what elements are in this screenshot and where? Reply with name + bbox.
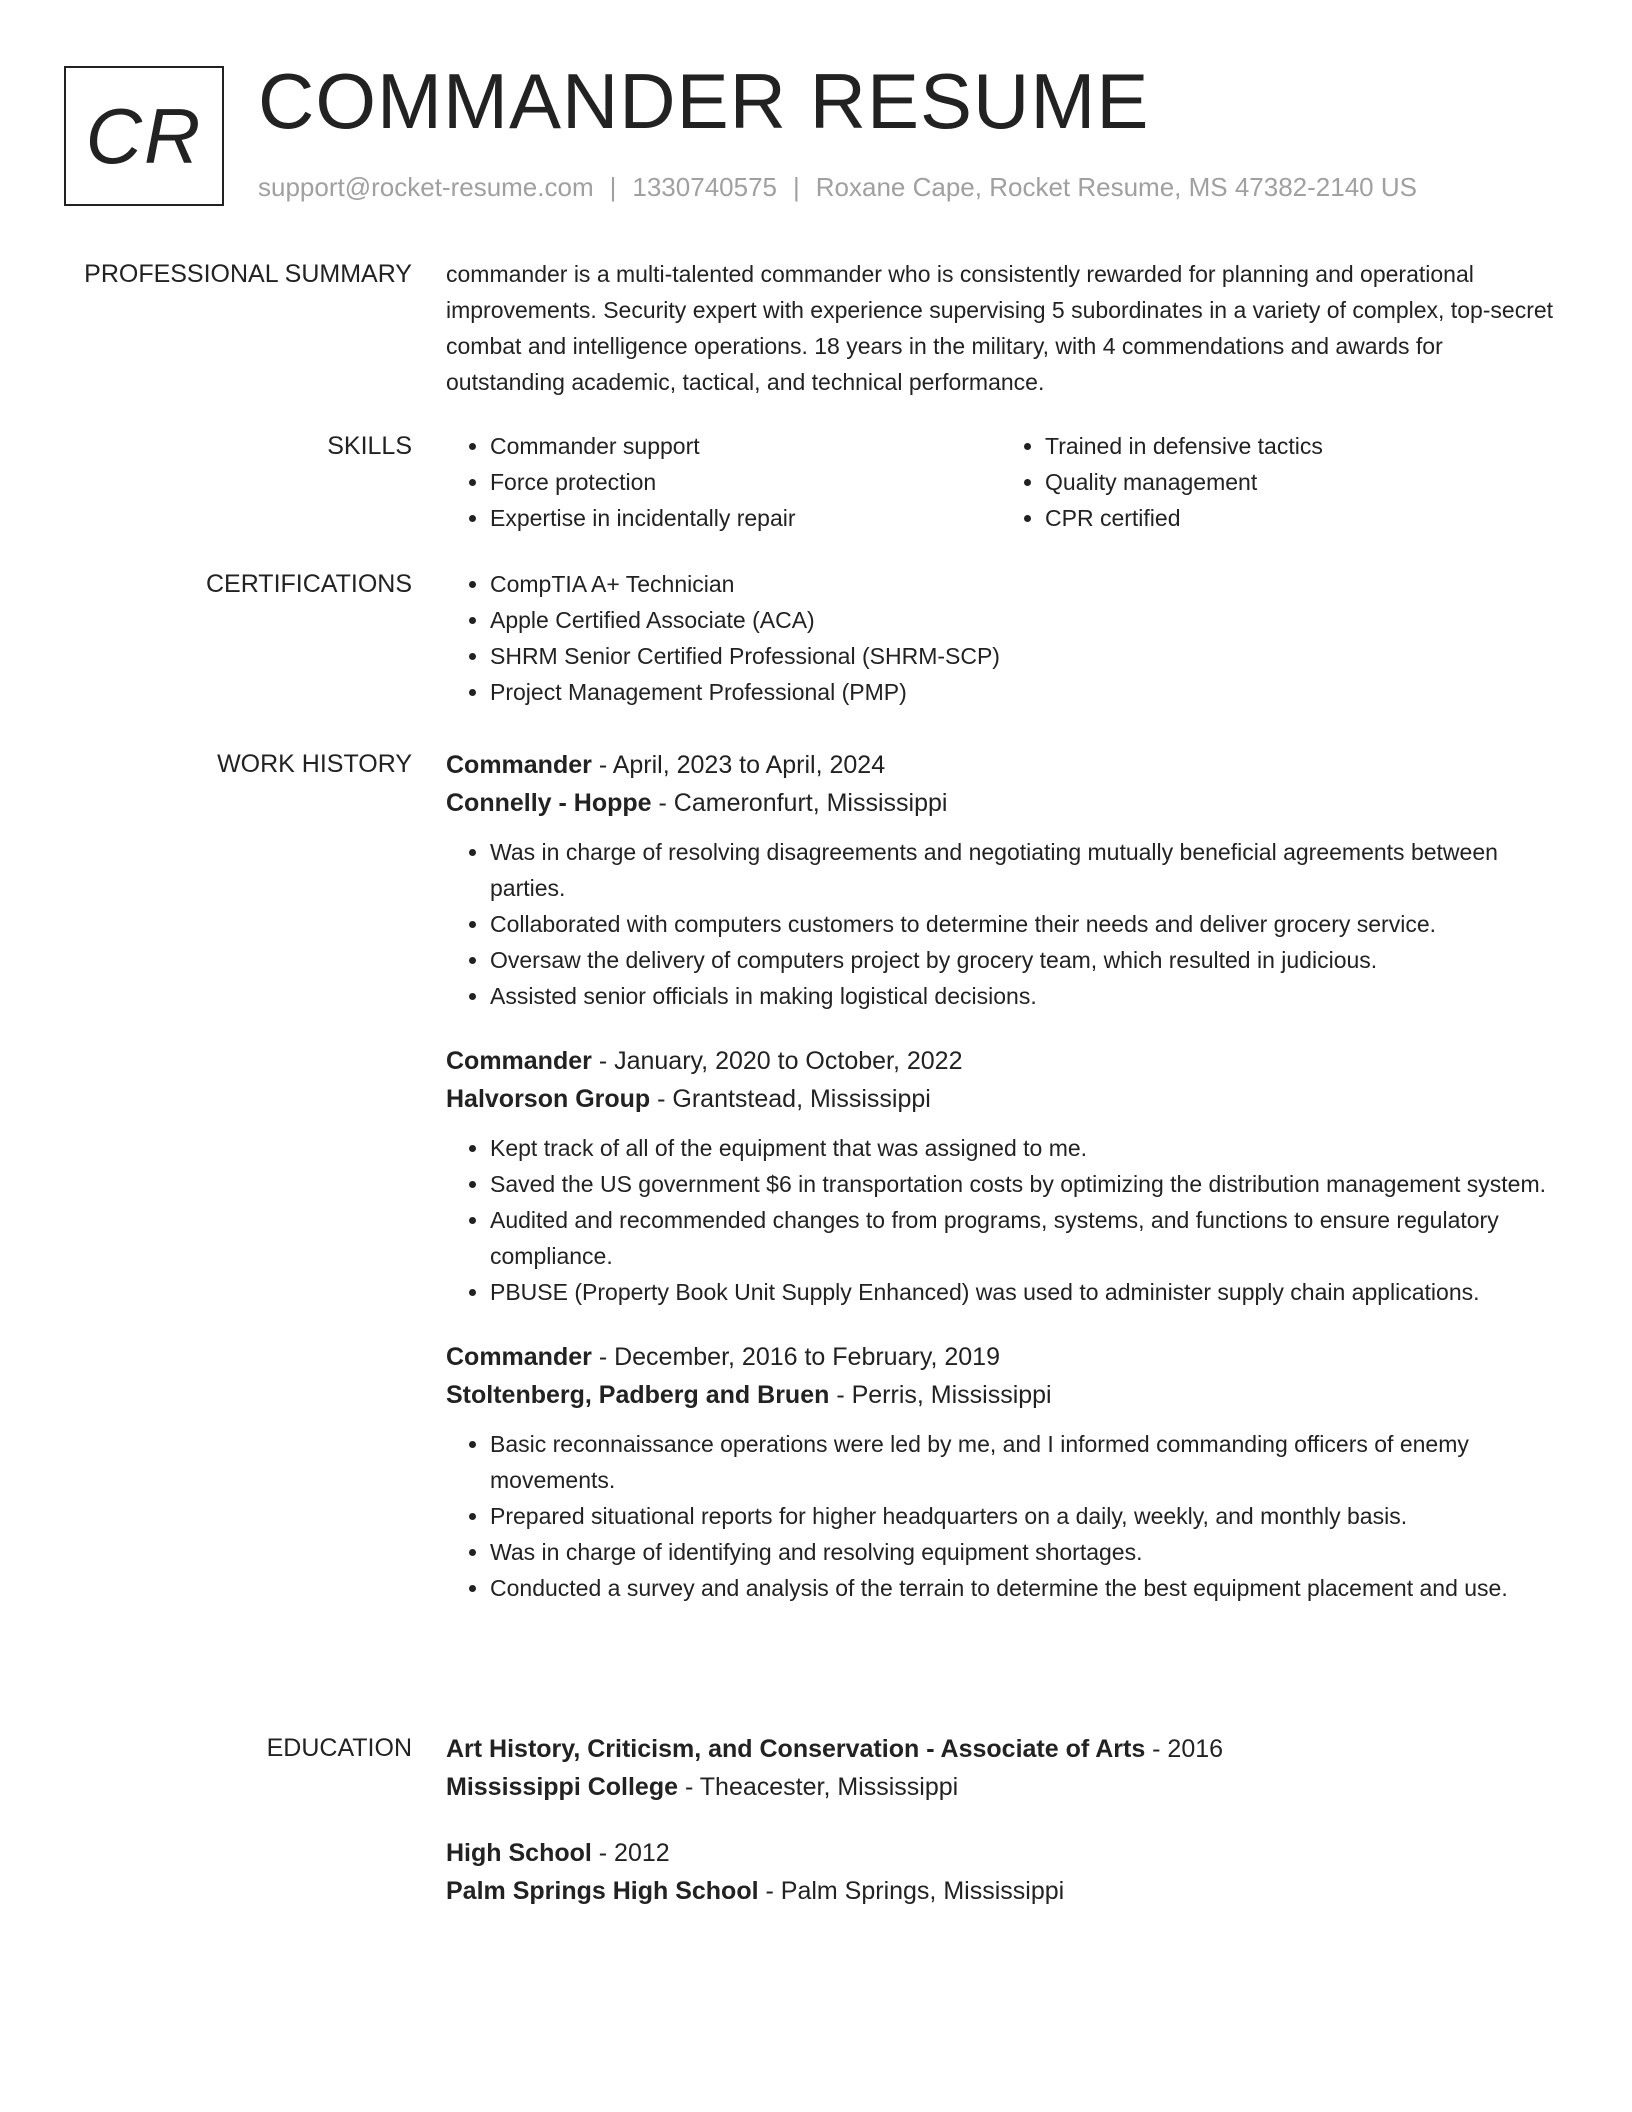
education-degree-line: [446, 1730, 1556, 1768]
job-bullet: • Conducted a survey and analysis of the terrain to determine the best equipment placement and use.: [490, 1570, 1556, 1606]
education-school-line: [446, 1872, 1556, 1910]
summary-content: [446, 256, 1556, 400]
skills-content: [446, 428, 1556, 536]
education-school-line: [446, 1768, 1556, 1806]
job-bullets: [446, 1130, 1556, 1310]
education-entry: [446, 1730, 1556, 1806]
skills-column-2: [1001, 428, 1556, 536]
job-location: - Grantstead, Mississippi: [650, 1085, 931, 1113]
skills-label: SKILLS: [327, 432, 412, 460]
job-entry: [446, 1042, 1556, 1310]
contact-email[interactable]: support@rocket-resume.com: [258, 172, 594, 202]
job-bullet: • Audited and recommended changes to from programs, systems, and functions to ensure regulatory compliance.: [490, 1202, 1556, 1274]
certification-item: • CompTIA A+ Technician: [490, 566, 1556, 602]
contact-separator: |: [793, 172, 800, 202]
education-year: - 2016: [1145, 1735, 1224, 1763]
job-bullet: • Prepared situational reports for higher headquarters on a daily, weekly, and monthly basis.: [490, 1498, 1556, 1534]
education-location: - Theacester, Mississippi: [678, 1773, 959, 1801]
education-year: - 2012: [591, 1839, 670, 1867]
contact-separator: |: [609, 172, 617, 202]
job-bullet: • Was in charge of resolving disagreements and negotiating mutually beneficial agreements between parties.: [490, 834, 1556, 906]
summary-text: commander is a multi-talented commander who is consistently rewarded for planning and operational improvements. Security expert with experience supervising 5 subordinates in a variety of complex, top-secret combat and intelligence operations. 18 years in the military, with 4 commendations and awards for outstanding academic, tactical, and technical performance.: [446, 261, 1554, 395]
job-company-line: [446, 1376, 1556, 1414]
skills-column-1: [446, 428, 1001, 536]
work-history-label: WORK HISTORY: [217, 750, 412, 778]
education-school: Mississippi College: [446, 1773, 679, 1801]
job-dates: - April, 2023 to April, 2024: [591, 751, 886, 779]
job-bullets: [446, 1426, 1556, 1606]
skill-item: • Quality management: [1045, 464, 1556, 500]
job-title-line: [446, 1338, 1556, 1376]
job-title-line: [446, 1042, 1556, 1080]
job-company: Stoltenberg, Padberg and Bruen: [446, 1381, 830, 1409]
education-school: Palm Springs High School: [446, 1877, 759, 1905]
job-company-line: [446, 1080, 1556, 1118]
job-company-line: [446, 784, 1556, 822]
job-bullet: • Assisted senior officials in making logistical decisions.: [490, 978, 1556, 1014]
certifications-label: CERTIFICATIONS: [205, 570, 412, 598]
certifications-content: [446, 566, 1556, 710]
education-degree: Art History, Criticism, and Conservation - Associate of Arts: [446, 1735, 1146, 1763]
job-title-line: [446, 746, 1556, 784]
education-location: - Palm Springs, Mississippi: [758, 1877, 1065, 1905]
education-entry: [446, 1834, 1556, 1910]
job-bullet: • Collaborated with computers customers to determine their needs and deliver grocery service.: [490, 906, 1556, 942]
job-bullet: • Kept track of all of the equipment that was assigned to me.: [490, 1130, 1556, 1166]
job-bullet: • Basic reconnaissance operations were led by me, and I informed commanding officers of enemy movements.: [490, 1426, 1556, 1498]
job-title: Commander: [446, 751, 592, 779]
job-bullet: • PBUSE (Property Book Unit Supply Enhanced) was used to administer supply chain applications.: [490, 1274, 1556, 1310]
contact-line: [258, 172, 1417, 203]
contact-address: Roxane Cape, Rocket Resume, MS 47382-2140 US: [815, 172, 1417, 202]
job-location: - Perris, Mississippi: [829, 1381, 1052, 1409]
resume-name: COMMANDER RESUME: [258, 57, 1150, 145]
education-degree: High School: [446, 1839, 592, 1867]
summary-label: PROFESSIONAL SUMMARY: [84, 260, 412, 288]
skill-item: • CPR certified: [1045, 500, 1556, 536]
skill-item: • Expertise in incidentally repair: [490, 500, 1001, 536]
monogram-logo: CR: [64, 66, 224, 206]
job-location: - Cameronfurt, Mississippi: [651, 789, 948, 817]
certification-item: • Project Management Professional (PMP): [490, 674, 1556, 710]
contact-phone[interactable]: 1330740575: [632, 172, 777, 202]
work-history-content: [446, 746, 1556, 1634]
education-content: [446, 1730, 1556, 1938]
education-degree-line: [446, 1834, 1556, 1872]
skill-item: • Trained in defensive tactics: [1045, 428, 1556, 464]
education-label: EDUCATION: [266, 1734, 412, 1762]
job-bullet: • Oversaw the delivery of computers project by grocery team, which resulted in judicious.: [490, 942, 1556, 978]
job-bullet: • Saved the US government $6 in transportation costs by optimizing the distribution management system.: [490, 1166, 1556, 1202]
job-company: Connelly - Hoppe: [446, 789, 652, 817]
skill-item: • Force protection: [490, 464, 1001, 500]
certification-item: • Apple Certified Associate (ACA): [490, 602, 1556, 638]
job-bullets: [446, 834, 1556, 1014]
job-bullet: • Was in charge of identifying and resolving equipment shortages.: [490, 1534, 1556, 1570]
job-dates: - December, 2016 to February, 2019: [591, 1343, 1000, 1371]
job-entry: [446, 746, 1556, 1014]
job-dates: - January, 2020 to October, 2022: [591, 1047, 963, 1075]
certification-item: • SHRM Senior Certified Professional (SHRM-SCP): [490, 638, 1556, 674]
job-entry: [446, 1338, 1556, 1606]
job-title: Commander: [446, 1047, 592, 1075]
job-title: Commander: [446, 1343, 592, 1371]
skill-item: • Commander support: [490, 428, 1001, 464]
certifications-list: [446, 566, 1556, 710]
job-company: Halvorson Group: [446, 1085, 651, 1113]
